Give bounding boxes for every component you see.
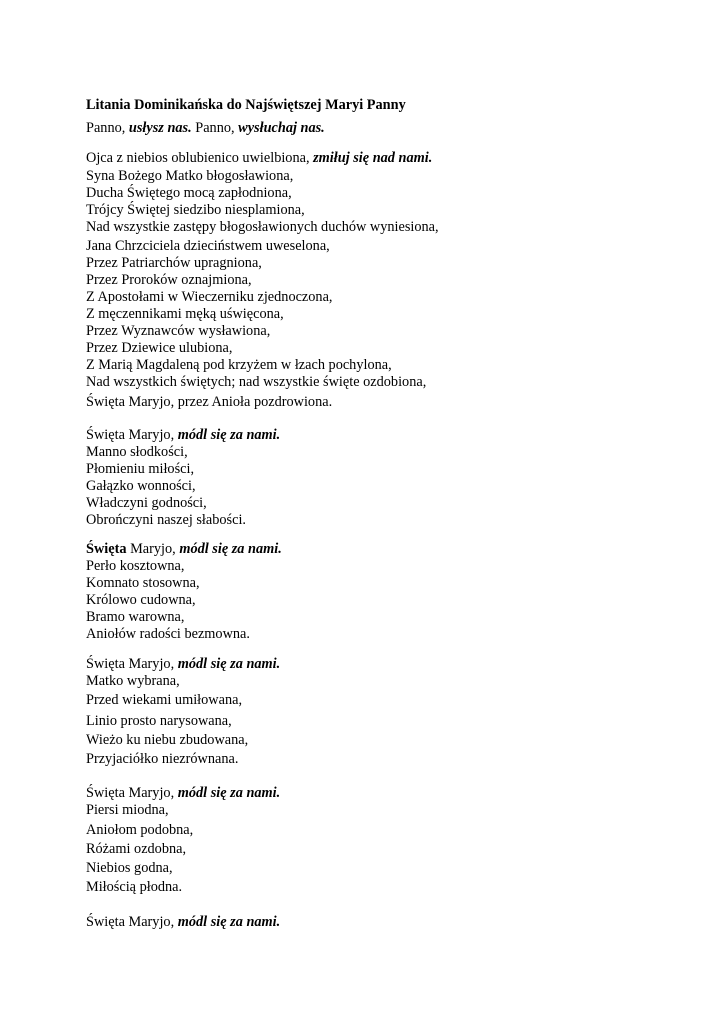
section4-line: Matko wybrana,	[86, 673, 180, 689]
section5-line: Różami ozdobna,	[86, 841, 187, 857]
section4-invocation	[86, 656, 280, 673]
section2-response: módl się za nami.	[177, 427, 281, 443]
section1-line: Syna Bożego Matko błogosławiona,	[86, 168, 294, 184]
section3-invocation-bold: Święta	[86, 541, 127, 557]
section1-response: zmiłuj się nad nami.	[313, 150, 433, 166]
section6-response: módl się za nami.	[177, 914, 281, 930]
section2-line: Obrończyni naszej słabości.	[86, 512, 246, 528]
section1-line: Przez Proroków oznajmiona,	[86, 272, 252, 288]
section1-line: Przez Dziewice ulubiona,	[86, 340, 233, 356]
section3-line: Aniołów radości bezmowna.	[86, 626, 250, 642]
intro-response-2: wysłuchaj nas.	[238, 120, 325, 136]
section4-line: Przyjaciółko niezrównana.	[86, 751, 239, 767]
section5-line: Piersi miodna,	[86, 802, 169, 818]
section2-line: Manno słodkości,	[86, 444, 188, 460]
section1-line: Ducha Świętego mocą zapłodniona,	[86, 185, 292, 201]
section1-line: Trójcy Świętej siedzibo niesplamiona,	[86, 202, 305, 218]
section3-line: Perło kosztowna,	[86, 558, 185, 574]
section1-line: Przez Wyznawców wysławiona,	[86, 323, 271, 339]
section2-invocation-text: Święta Maryjo,	[86, 427, 178, 443]
section1-line: Przez Patriarchów upragniona,	[86, 255, 262, 271]
section1-line: Święta Maryjo, przez Anioła pozdrowiona.	[86, 394, 333, 410]
section4-line: Linio prosto narysowana,	[86, 713, 232, 729]
section3-invocation-rest: Maryjo,	[126, 541, 180, 557]
intro-response-1: usłysz nas.	[128, 120, 192, 136]
section2-line: Gałązko wonności,	[86, 478, 196, 494]
section3-line: Komnato stosowna,	[86, 575, 200, 591]
section5-response: módl się za nami.	[177, 785, 281, 801]
section5-line: Miłością płodna.	[86, 879, 183, 895]
intro-text-1: Panno,	[86, 120, 129, 136]
section5-line: Niebios godna,	[86, 860, 173, 876]
section1-line: Nad wszystkich świętych; nad wszystkie święte ozdobiona,	[86, 374, 427, 390]
section4-line: Wieżo ku niebu zbudowana,	[86, 732, 249, 748]
section3-response: módl się za nami.	[179, 541, 282, 557]
section5-line: Aniołom podobna,	[86, 822, 194, 838]
section1-line: Z Apostołami w Wieczerniku zjednoczona,	[86, 289, 333, 305]
section4-response: módl się za nami.	[177, 656, 281, 672]
section2-line: Władczyni godności,	[86, 495, 207, 511]
section2-invocation	[86, 427, 280, 444]
section2-line: Płomieniu miłości,	[86, 461, 195, 477]
section1-line: Z Marią Magdaleną pod krzyżem w łzach pochylona,	[86, 357, 392, 373]
section3-line: Bramo warowna,	[86, 609, 185, 625]
section6-invocation	[86, 914, 280, 931]
intro-text-2: Panno,	[191, 120, 239, 136]
intro-line	[86, 120, 325, 137]
section1-first-text: Ojca z niebios oblubienico uwielbiona,	[86, 150, 314, 166]
section3-line: Królowo cudowna,	[86, 592, 196, 608]
section1-line: Z męczennikami męką uświęcona,	[86, 306, 284, 322]
section3-invocation	[86, 541, 282, 558]
section6-invocation-text: Święta Maryjo,	[86, 914, 178, 930]
document-title: Litania Dominikańska do Najświętszej Maryi Panny	[86, 97, 406, 113]
section1-line: Jana Chrzciciela dzieciństwem uweselona,	[86, 238, 330, 254]
section1-first-line	[86, 150, 432, 167]
section1-line: Nad wszystkie zastępy błogosławionych duchów wyniesiona,	[86, 219, 439, 235]
section5-invocation-text: Święta Maryjo,	[86, 785, 178, 801]
section5-invocation	[86, 785, 280, 802]
section4-invocation-text: Święta Maryjo,	[86, 656, 178, 672]
section4-line: Przed wiekami umiłowana,	[86, 692, 243, 708]
